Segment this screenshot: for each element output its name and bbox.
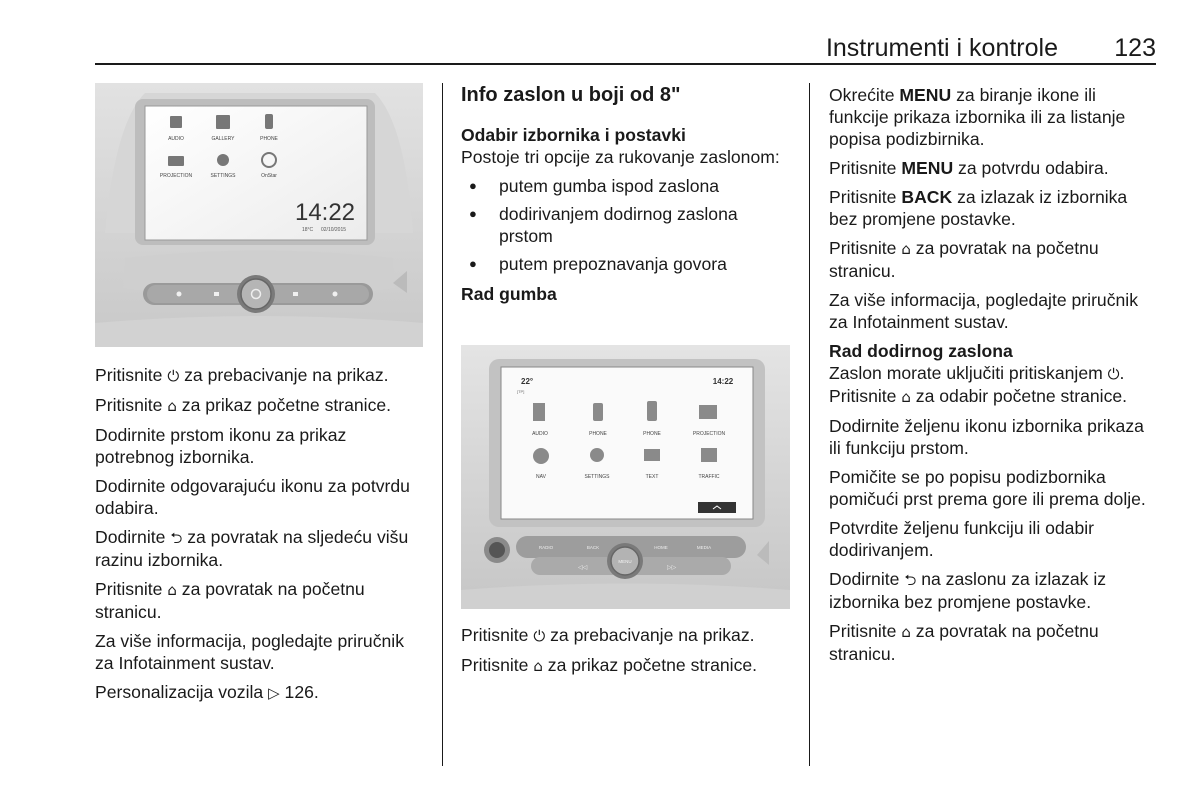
paragraph: Pritisnite ⌂ za prikaz početne stranice. [461,655,758,675]
power-knob [489,542,505,558]
paragraph: Dodirnite željenu ikonu izbornika prikaza ili funkciju prstom. [829,416,1144,458]
cross-reference-arrow-icon: ▷ [268,684,280,702]
settings-app-icon [217,154,229,166]
back-arrow-icon: ⮌ [904,571,917,589]
paragraph: Pritisnite ⏻ za prebacivanje na prikaz. [461,625,755,645]
power-icon: ⏻ [167,367,180,385]
app-label: TRAFFIC [698,474,720,480]
power-icon: ⏻ [1107,365,1120,383]
phone-app-icon [265,114,273,129]
subsection-heading: Rad gumba [461,284,557,304]
back-button-label: BACK [586,545,600,550]
app-label: PHONE [589,431,607,437]
paragraph: Pritisnite ⌂ za povratak na početnu stranicu. [95,579,365,622]
column-2 [461,84,791,305]
paragraph: Pritisnite ⏻ za prebacivanje na prikaz. [95,365,389,385]
clock-time: 14:22 [712,377,734,386]
subsection-heading: Odabir izbornika i postavki [461,125,686,145]
page-number: 123 [1114,34,1156,62]
projection-app-icon [699,405,717,419]
header-rule [95,63,1156,65]
app-label: TEXT [645,474,659,480]
audio-app-icon [533,403,545,421]
seek-back-icon: ◁◁ [578,565,588,571]
settings-app-icon [590,448,604,462]
paragraph: Pritisnite BACK za izlazak iz izbornika bez promjene postavke. [829,187,1128,229]
app-label: PROJECTION [692,431,726,437]
running-header-title: Instrumenti i kontrole [825,34,1058,62]
paragraph: Okrećite MENU za biranje ikone ili funkcije prikaza izbornika ili za listanje popisa podizbirnika. [829,85,1126,149]
app-label: PHONE [643,431,661,437]
app-label: NAV [536,474,546,480]
infotainment-figure-2 [461,345,790,609]
app-label: AUDIO [532,431,548,437]
paragraph: Zaslon morate uključiti pritiskanjem ⏻. Pritisnite ⌂ za odabir početne stranice. [829,363,1128,406]
paragraph: Pomičite se po popisu podizbornika pomičući prst prema gore ili prema dolje. [829,467,1146,509]
app-label: SETTINGS [584,474,610,480]
list-item: ● putem gumba ispod zaslona [461,175,791,197]
section-heading: Info zaslon u boji od 8" [461,84,681,106]
bullet-list [461,175,791,275]
home-button-label: HOME [654,545,668,550]
home-icon: ⌂ [167,397,177,415]
paragraph: Pritisnite ⌂ za povratak na početnu stranicu. [829,238,1099,281]
app-label: PROJECTION [159,173,193,179]
home-icon: ⌂ [901,623,911,641]
paragraph: Za više informacija, pogledajte priručnik za Infotainment sustav. [829,290,1139,332]
audio-app-icon [170,116,182,128]
projection-app-icon [168,156,184,166]
paragraph: Postoje tri opcije za rukovanje zaslonom: [461,147,780,167]
outside-temperature: 18°C [302,227,314,233]
clock-time: 14:22 [294,199,356,226]
paragraph: Pritisnite MENU za potvrdu odabira. [829,158,1109,178]
list-item: ● putem prepoznavanja govora [461,253,791,275]
traffic-app-icon [701,448,717,462]
column-divider-1 [442,83,443,766]
back-arrow-icon: ⮌ [170,529,183,547]
scroll-up-tab [698,502,736,513]
phone-app-icon [593,403,603,421]
paragraph: Pritisnite ⌂ za povratak na početnu stranicu. [829,621,1099,664]
radio-button-label: RADIO [538,545,554,550]
home-icon: ⌂ [901,240,911,258]
text-app-icon [644,449,660,461]
app-label: AUDIO [168,136,184,142]
cross-reference: Personalizacija vozila ▷ 126. [95,682,319,702]
menu-knob-label: MENU [618,559,632,564]
home-icon: ⌂ [901,388,911,406]
paragraph: Dodirnite ⮌ za povratak na sljedeću višu razinu izbornika. [95,527,409,570]
infotainment-figure-1 [95,83,423,347]
app-label: PHONE [260,136,278,142]
home-icon: ⌂ [533,657,543,675]
column-3 [829,84,1159,672]
app-label: SETTINGS [210,173,236,179]
subsection-heading: Rad dodirnog zaslona [829,341,1013,361]
app-label: GALLERY [211,136,235,142]
seek-forward-icon: ▷▷ [667,565,677,571]
date: 02/10/2015 [321,227,347,233]
paragraph: Dodirnite ⮌ na zaslonu za izlazak iz izbornika bez promjene postavke. [829,569,1107,612]
gallery-app-icon [216,115,230,129]
power-icon: ⏻ [533,627,546,645]
paragraph: Dodirnite odgovarajuću ikonu za potvrdu odabira. [95,476,410,518]
phone-app-icon [647,401,657,421]
paragraph: Pritisnite ⌂ za prikaz početne stranice. [95,395,392,415]
paragraph: Potvrdite željenu funkciju ili odabir dodirivanjem. [829,518,1095,560]
app-label: OnStar [261,173,277,179]
home-icon: ⌂ [167,581,177,599]
media-button-label: MEDIA [696,545,712,550]
column-2-lower [461,624,791,684]
temperature: 22° [521,377,534,386]
column-1 [95,364,425,711]
list-item: ● dodirivanjem dodirnog zaslona prstom [461,203,791,247]
paragraph: Dodirnite prstom ikonu za prikaz potrebnog izbornika. [95,425,347,467]
paragraph: Za više informacija, pogledajte priručnik za Infotainment sustav. [95,631,405,673]
nav-app-icon [533,448,549,464]
temperature-sub: [TP] [517,389,525,394]
column-divider-2 [809,83,810,766]
